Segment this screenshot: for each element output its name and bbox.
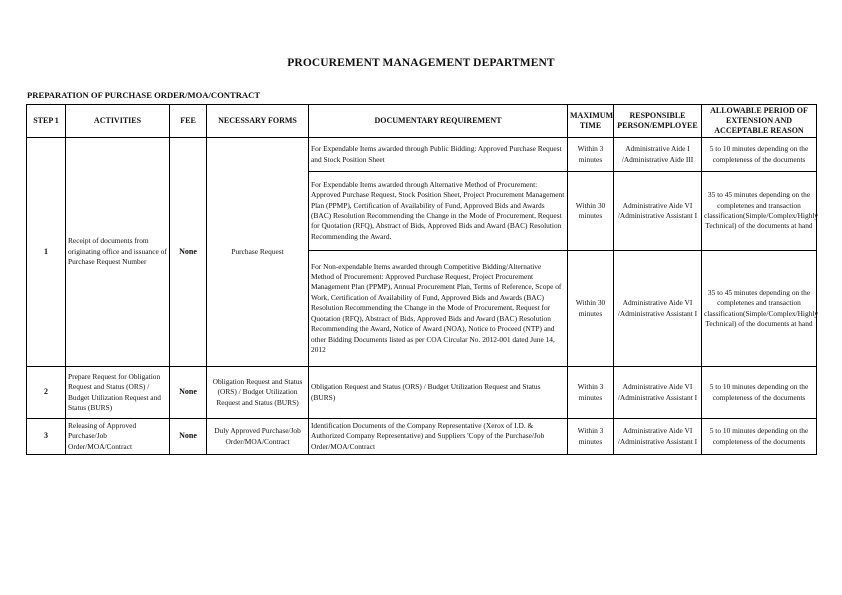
allowable-cell: 35 to 45 minutes depending on the completenes and transaction classification(Simple/Complex/Highly Technical) of the documents at hand (702, 172, 817, 251)
requirement-cell: Identification Documents of the Company Representative (Xerox of I.D. & Authorized Company Representative) and Suppliers 'Copy of the Purchase/Job Order/MOA/Contract (309, 419, 568, 455)
step-number: 1 (27, 138, 66, 367)
activity-cell: Receipt of documents from originating office and issuance of Purchase Request Number (66, 138, 170, 367)
fee-cell: None (170, 138, 207, 367)
responsible-cell: Administrative Aide I /Administrative Aide III (614, 138, 702, 172)
forms-cell: Obligation Request and Status (ORS) / Budget Utilization Request and Status (BURS) (207, 367, 309, 419)
allowable-cell: 35 to 45 minutes depending on the completenes and transaction classification(Simple/Complex/Highly Technical) of the documents at hand (702, 251, 817, 367)
responsible-cell: Administrative Aide VI /Administrative Assistant I (614, 251, 702, 367)
time-cell: Within 3 minutes (568, 419, 614, 455)
activity-cell: Releasing of Approved Purchase/Job Order/MOA/Contract (66, 419, 170, 455)
responsible-cell: Administrative Aide VI /Administrative Assistant I (614, 419, 702, 455)
section-subtitle: PREPARATION OF PURCHASE ORDER/MOA/CONTRACT (27, 90, 261, 100)
time-cell: Within 3 minutes (568, 138, 614, 172)
header-allowable: ALLOWABLE PERIOD OF EXTENSION AND ACCEPTABLE REASON (702, 105, 817, 138)
header-requirement: DOCUMENTARY REQUIREMENT (309, 105, 568, 138)
header-activities: ACTIVITIES (66, 105, 170, 138)
requirement-cell: For Expendable Items awarded through Alternative Method of Procurement: Approved Purchase Request, Stock Position Sheet, Project Procurement Management Plan (PPMP), Certification of Availability of Fund, Approved Bids and Awards (BAC) Resolution Recommending the Change in the Mode of Procurement, Request for Quotation (RFQ), Abstract of Bids, Approved Bids and Award (BAC) Resolution Recommending the Award. (309, 172, 568, 251)
activity-cell: Prepare Request for Obligation Request and Status (ORS) / Budget Utilization Request and Status (BURS) (66, 367, 170, 419)
table-row (27, 419, 817, 455)
fee-cell: None (170, 367, 207, 419)
step-number: 3 (27, 419, 66, 455)
allowable-cell: 5 to 10 minutes depending on the completeness of the documents (702, 419, 817, 455)
allowable-cell: 5 to 10 minutes depending on the completeness of the documents (702, 138, 817, 172)
requirement-cell: For Expendable Items awarded through Public Bidding: Approved Purchase Request and Stock Position Sheet (309, 138, 568, 172)
header-responsible: RESPONSIBLE PERSON/EMPLOYEE (614, 105, 702, 138)
page-title: PROCUREMENT MANAGEMENT DEPARTMENT (287, 57, 555, 69)
responsible-cell: Administrative Aide VI /Administrative Assistant I (614, 367, 702, 419)
header-step: STEP 1 (27, 105, 66, 138)
header-fee: FEE (170, 105, 207, 138)
header-forms: NECESSARY FORMS (207, 105, 309, 138)
time-cell: Within 30 minutes (568, 251, 614, 367)
forms-cell: Purchase Request (207, 138, 309, 367)
time-cell: Within 3 minutes (568, 367, 614, 419)
responsible-cell: Administrative Aide VI /Administrative Assistant I (614, 172, 702, 251)
table-row (27, 138, 817, 172)
requirement-cell: Obligation Request and Status (ORS) / Budget Utilization Request and Status (BURS) (309, 367, 568, 419)
forms-cell: Duly Approved Purchase/Job Order/MOA/Contract (207, 419, 309, 455)
time-cell: Within 30 minutes (568, 172, 614, 251)
fee-cell: None (170, 419, 207, 455)
header-max-time: MAXIMUM TIME (568, 105, 614, 138)
table-header-row (27, 105, 817, 138)
procurement-table (26, 104, 817, 455)
allowable-cell: 5 to 10 minutes depending on the completeness of the documents (702, 367, 817, 419)
table-row (27, 367, 817, 419)
requirement-cell: For Non-expendable Items awarded through Competitive Bidding/Alternative Method of Procurement: Approved Purchase Request, Project Procurement Management Plan (PPMP), Annual Procurement Plan, Terms of Reference, Scope of Work, Certification of Availability of Fund, Approved Bids and Awards (BAC) Resolution Recommending the Change in the Mode of Procurement, Request for Quotation (RFQ), Abstract of Bids, Approved Bids and Award (BAC) Resolution Recommending the Award, Notice of Award (NOA), Notice to Proceed (NTP) and other Bidding Documents listed as per COA Circular No. 2012-001 dated June 14, 2012 (309, 251, 568, 367)
step-number: 2 (27, 367, 66, 419)
